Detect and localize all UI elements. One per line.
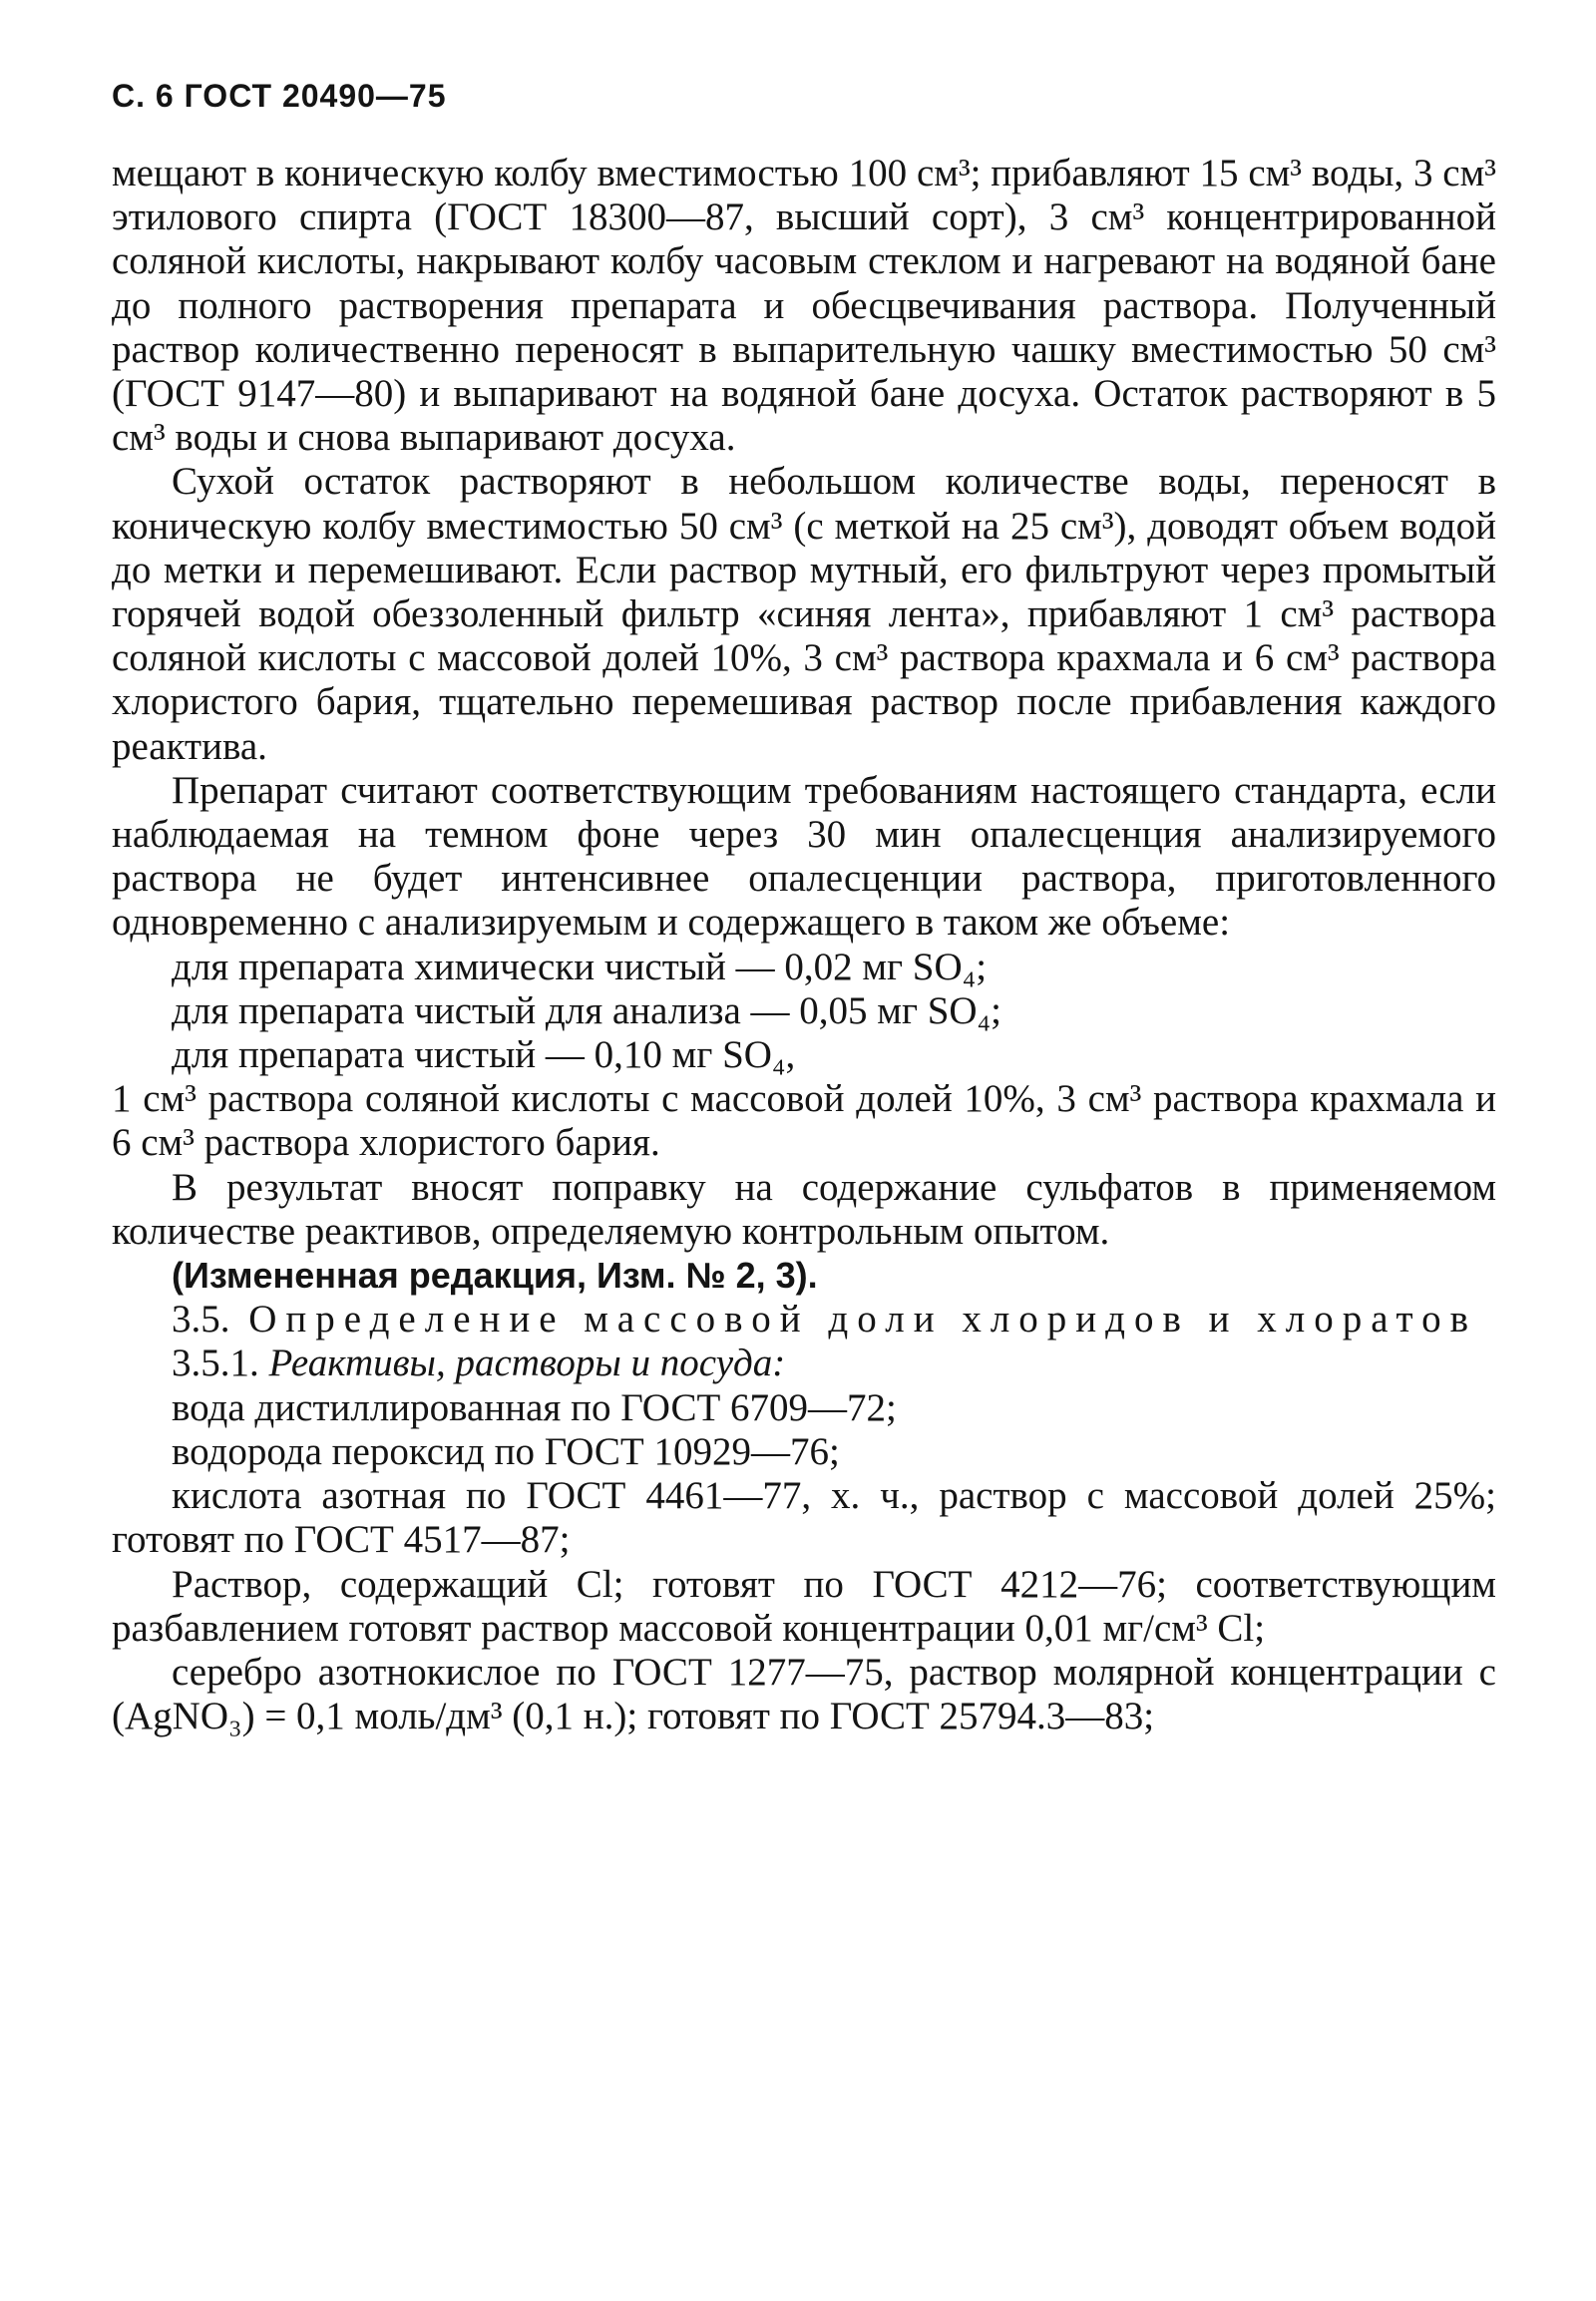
reagent-water: вода дистиллированная по ГОСТ 6709—72;	[172, 1385, 897, 1429]
reagent-silver-nitrate: серебро азотнокислое по ГОСТ 1277—75, раствор молярной концентрации с (AgNO₃) = 0,1 моль/дм³ (0,1 н.); готовят по ГОСТ 25794.3—83;	[112, 1650, 1496, 1738]
subsection-title: Реактивы, растворы и посуда:	[268, 1342, 786, 1385]
section-number: 3.5.	[172, 1298, 230, 1342]
list-item-grade-cha: для препарата чистый для анализа — 0,05 мг SO₄;	[172, 988, 1001, 1032]
reagent-nitric-acid: кислота азотная по ГОСТ 4461—77, х. ч., раствор с массовой долей 25%; готовят по ГОСТ 4517—87;	[112, 1474, 1496, 1562]
section-title: Определение массовой доли хлоридов и хлоратов	[248, 1298, 1478, 1342]
revision-note: (Измененная редакция, Изм. № 2, 3).	[172, 1255, 818, 1297]
document-page	[112, 76, 1496, 1738]
paragraph-dry-residue: Сухой остаток растворяют в небольшом количестве воды, переносят в коническую колбу вместимостью 50 см³ (с меткой на 25 см³), доводят объем водой до метки и перемешивают. Если раствор мутный, его фильтруют через промытый горячей водой обеззоленный фильтр «синяя лента», прибавляют 1 см³ раствора соляной кислоты с массовой долей 10%, 3 см³ раствора крахмала и 6 см³ раствора хлористого бария, тщательно перемешивая раствор после прибавления каждого реактива.	[112, 460, 1496, 768]
paragraph-criterion: Препарат считают соответствующим требованиям настоящего стандарта, если наблюдаемая на темном фоне через 30 мин опалесценция анализируемого раствора не будет интенсивнее опалесценции раствора, приготовленного одновременно с анализируемым и содержащего в таком же объеме:	[112, 768, 1496, 945]
paragraph-sample-preparation: мещают в коническую колбу вместимостью 100 см³; прибавляют 15 см³ воды, 3 см³ этилового спирта (ГОСТ 18300—87, высший сорт), 3 см³ концентрированной соляной кислоты, накрывают колбу часовым стеклом и нагревают на водяной бане до полного растворения препарата и обесцвечивания раствора. Полученный раствор количественно переносят в выпарительную чашку вместимостью 50 см³ (ГОСТ 9147—80) и выпаривают на водяной бане досуха. Остаток растворяют в 5 см³ воды и снова выпаривают досуха.	[112, 152, 1496, 460]
section-heading	[112, 1298, 1496, 1342]
running-header: С. 6 ГОСТ 20490—75	[112, 78, 447, 114]
reagent-chloride-solution: Раствор, содержащий Cl; готовят по ГОСТ 4212—76; соответствующим разбавлением готовят раствор массовой концентрации 0,01 мг/см³ Cl;	[112, 1562, 1496, 1650]
paragraph-reagents-added: 1 см³ раствора соляной кислоты с массовой долей 10%, 3 см³ раствора крахмала и 6 см³ раствора хлористого бария.	[112, 1077, 1496, 1165]
reagent-peroxide: водорода пероксид по ГОСТ 10929—76;	[172, 1429, 840, 1473]
list-item-grade-ch: для препарата чистый — 0,10 мг SO₄,	[172, 1033, 796, 1077]
subsection-number: 3.5.1.	[172, 1342, 259, 1385]
list-item-grade-chda: для препарата химически чистый — 0,02 мг SO₄;	[172, 945, 988, 988]
subsection-heading	[172, 1342, 1496, 1385]
paragraph-blank-correction: В результат вносят поправку на содержание сульфатов в применяемом количестве реактивов, определяемую контрольным опытом.	[112, 1165, 1496, 1253]
